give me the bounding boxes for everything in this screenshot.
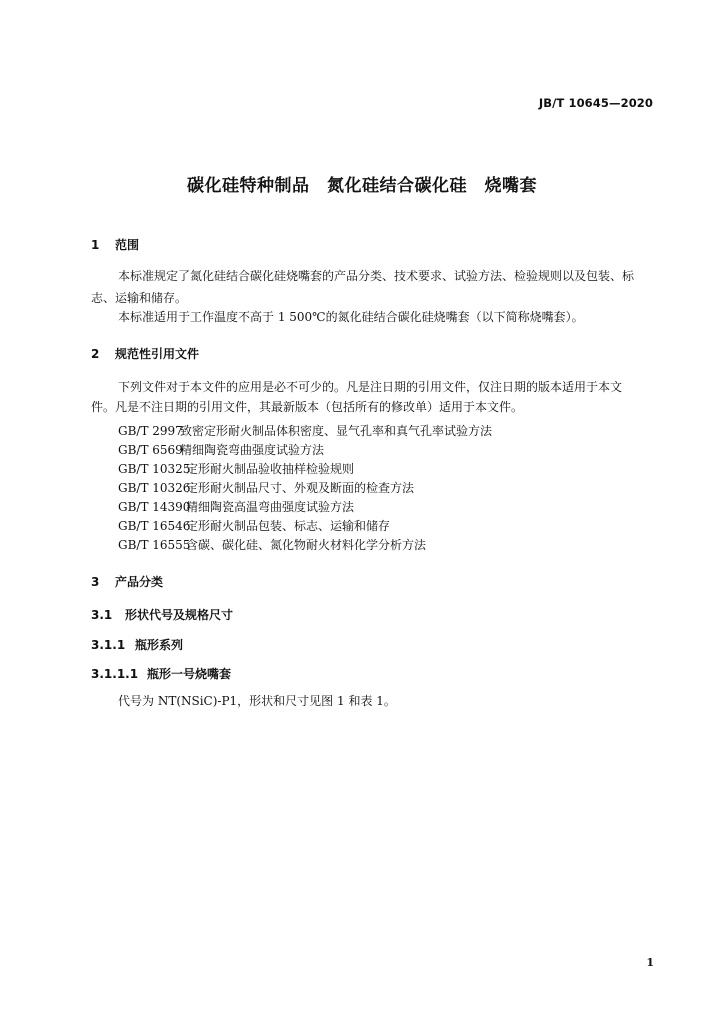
section-3-1-1-1-heading (91, 665, 231, 682)
reference-code: GB/T 16555 (118, 538, 191, 552)
section-number: 2 (91, 347, 100, 361)
section-3-heading (91, 573, 163, 590)
section-3-1-heading (91, 606, 233, 623)
paragraph: 本标准规定了氮化硅结合碳化硅烧嘴套的产品分类、技术要求、试验方法、检验规则以及包装、标 (118, 269, 635, 283)
reference-item (118, 441, 324, 458)
section-title: 形状代号及规格尺寸 (125, 608, 234, 622)
reference-item (118, 517, 390, 534)
section-number: 3.1 (91, 608, 113, 622)
section-number: 1 (91, 238, 100, 252)
paragraph: 代号为 NT(NSiC)-P1，形状和尺寸见图 1 和表 1。 (118, 694, 396, 708)
section-2-heading (91, 345, 199, 362)
paragraph: 件。凡是不注日期的引用文件，其最新版本（包括所有的修改单）适用于本文件。 (91, 400, 524, 414)
reference-name: 含碳、碳化硅、氮化物耐火材料化学分析方法 (186, 538, 427, 552)
reference-name: 定形耐火制品验收抽样检验规则 (186, 462, 355, 476)
section-title: 规范性引用文件 (115, 347, 200, 361)
reference-name: 定形耐火制品尺寸、外观及断面的检查方法 (186, 481, 415, 495)
reference-code: GB/T 6569 (118, 443, 183, 457)
reference-code: GB/T 10326 (118, 481, 191, 495)
section-title: 瓶形系列 (135, 638, 184, 652)
reference-item (118, 460, 354, 477)
paragraph: 本标准适用于工作温度不高于 1 500℃的氮化硅结合碳化硅烧嘴套（以下简称烧嘴套）。 (118, 310, 584, 324)
reference-item (118, 498, 354, 515)
reference-item (118, 536, 426, 553)
section-1-heading (91, 236, 139, 253)
reference-code: GB/T 2997 (118, 424, 183, 438)
reference-item (118, 422, 492, 439)
reference-name: 精细陶瓷高温弯曲强度试验方法 (186, 500, 355, 514)
reference-name: 致密定形耐火制品体积密度、显气孔率和真气孔率试验方法 (180, 424, 493, 438)
standard-code: JB/T 10645—2020 (538, 96, 653, 110)
section-title: 产品分类 (115, 575, 164, 589)
paragraph: 志、运输和储存。 (91, 291, 188, 305)
document-title: 碳化硅特种制品 氮化硅结合碳化硅 烧嘴套 (187, 176, 537, 196)
section-number: 3.1.1 (91, 638, 126, 652)
section-3-1-1-heading (91, 636, 183, 653)
reference-name: 精细陶瓷弯曲强度试验方法 (180, 443, 325, 457)
reference-name: 定形耐火制品包装、标志、运输和储存 (186, 519, 391, 533)
reference-code: GB/T 10325 (118, 462, 191, 476)
reference-code: GB/T 14390 (118, 500, 191, 514)
reference-code: GB/T 16546 (118, 519, 191, 533)
section-number: 3 (91, 575, 100, 589)
reference-item (118, 479, 414, 496)
section-title: 范围 (115, 238, 140, 252)
paragraph: 下列文件对于本文件的应用是必不可少的。凡是注日期的引用文件，仅注日期的版本适用于本文 (118, 380, 623, 394)
page-number: 1 (646, 956, 654, 969)
section-title: 瓶形一号烧嘴套 (147, 667, 232, 681)
section-number: 3.1.1.1 (91, 667, 139, 681)
